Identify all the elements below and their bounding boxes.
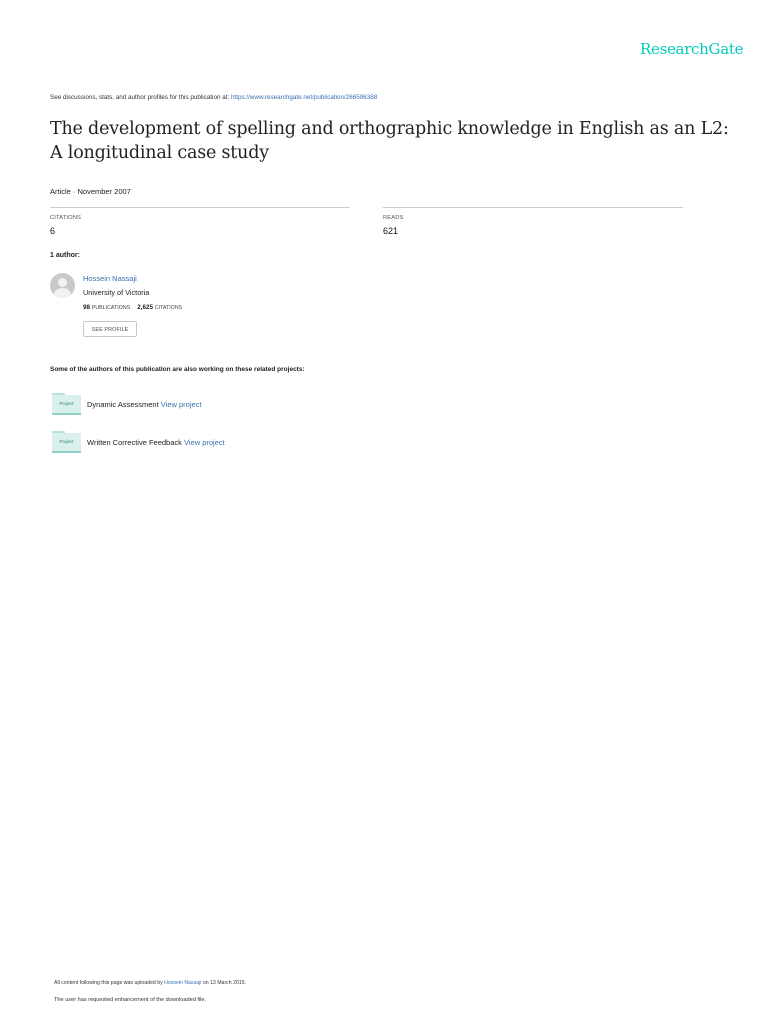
upload-note-prefix: All content following this page was uploaded by [54,980,165,986]
author-publications-label: PUBLICATIONS [91,305,131,311]
author-citations-label: CITATIONS [154,305,183,311]
upload-note [54,980,246,986]
reads-value: 621 [383,226,399,236]
project-icon-label: Project [52,433,81,453]
reads-label: READS [383,215,404,221]
discussion-note-text: See discussions, stats, and author profiles for this publication at: [50,94,231,101]
author-name-link[interactable]: Hossein Nassaji [83,274,137,283]
researchgate-logo[interactable]: ResearchGate [640,40,744,58]
publication-title: The development of spelling and orthographic knowledge in English as an L2: A longitudinal case study [50,119,729,163]
citations-value: 6 [50,226,56,236]
projects-heading: Some of the authors of this publication are also working on these related projects: [50,366,305,373]
project-icon-label: Project [52,395,81,415]
publication-url-link[interactable]: https://www.researchgate.net/publication/266596388 [230,94,378,101]
project-name: Written Corrective Feedback [87,438,182,447]
reads-divider [383,207,683,208]
author-stats [83,304,182,311]
see-profile-button[interactable]: SEE PROFILE [83,321,137,337]
author-affiliation: University of Victoria [83,288,150,297]
publication-meta: Article · November 2007 [50,187,131,196]
avatar-body-shape [54,288,71,298]
citations-label: CITATIONS [50,215,81,221]
citations-divider [50,207,350,208]
view-project-link[interactable]: View project [160,400,202,409]
project-name: Dynamic Assessment [87,400,159,409]
project-folder-icon[interactable] [52,431,81,453]
project-item [87,400,202,409]
authors-heading: 1 author: [50,252,80,259]
avatar-head-shape [58,278,67,287]
enhancement-request-note: The user has requested enhancement of the downloaded file. [54,997,207,1003]
discussion-note [50,94,377,101]
author-citations-count: 2,625 [137,304,153,311]
view-project-link[interactable]: View project [184,438,225,447]
upload-note-suffix: on 13 March 2015. [201,980,247,986]
project-item [87,438,225,447]
author-avatar[interactable] [50,273,75,298]
uploader-link[interactable]: Hossein Nassaji [164,980,202,986]
project-folder-icon[interactable] [52,393,81,415]
author-publications-count: 98 [83,304,91,311]
